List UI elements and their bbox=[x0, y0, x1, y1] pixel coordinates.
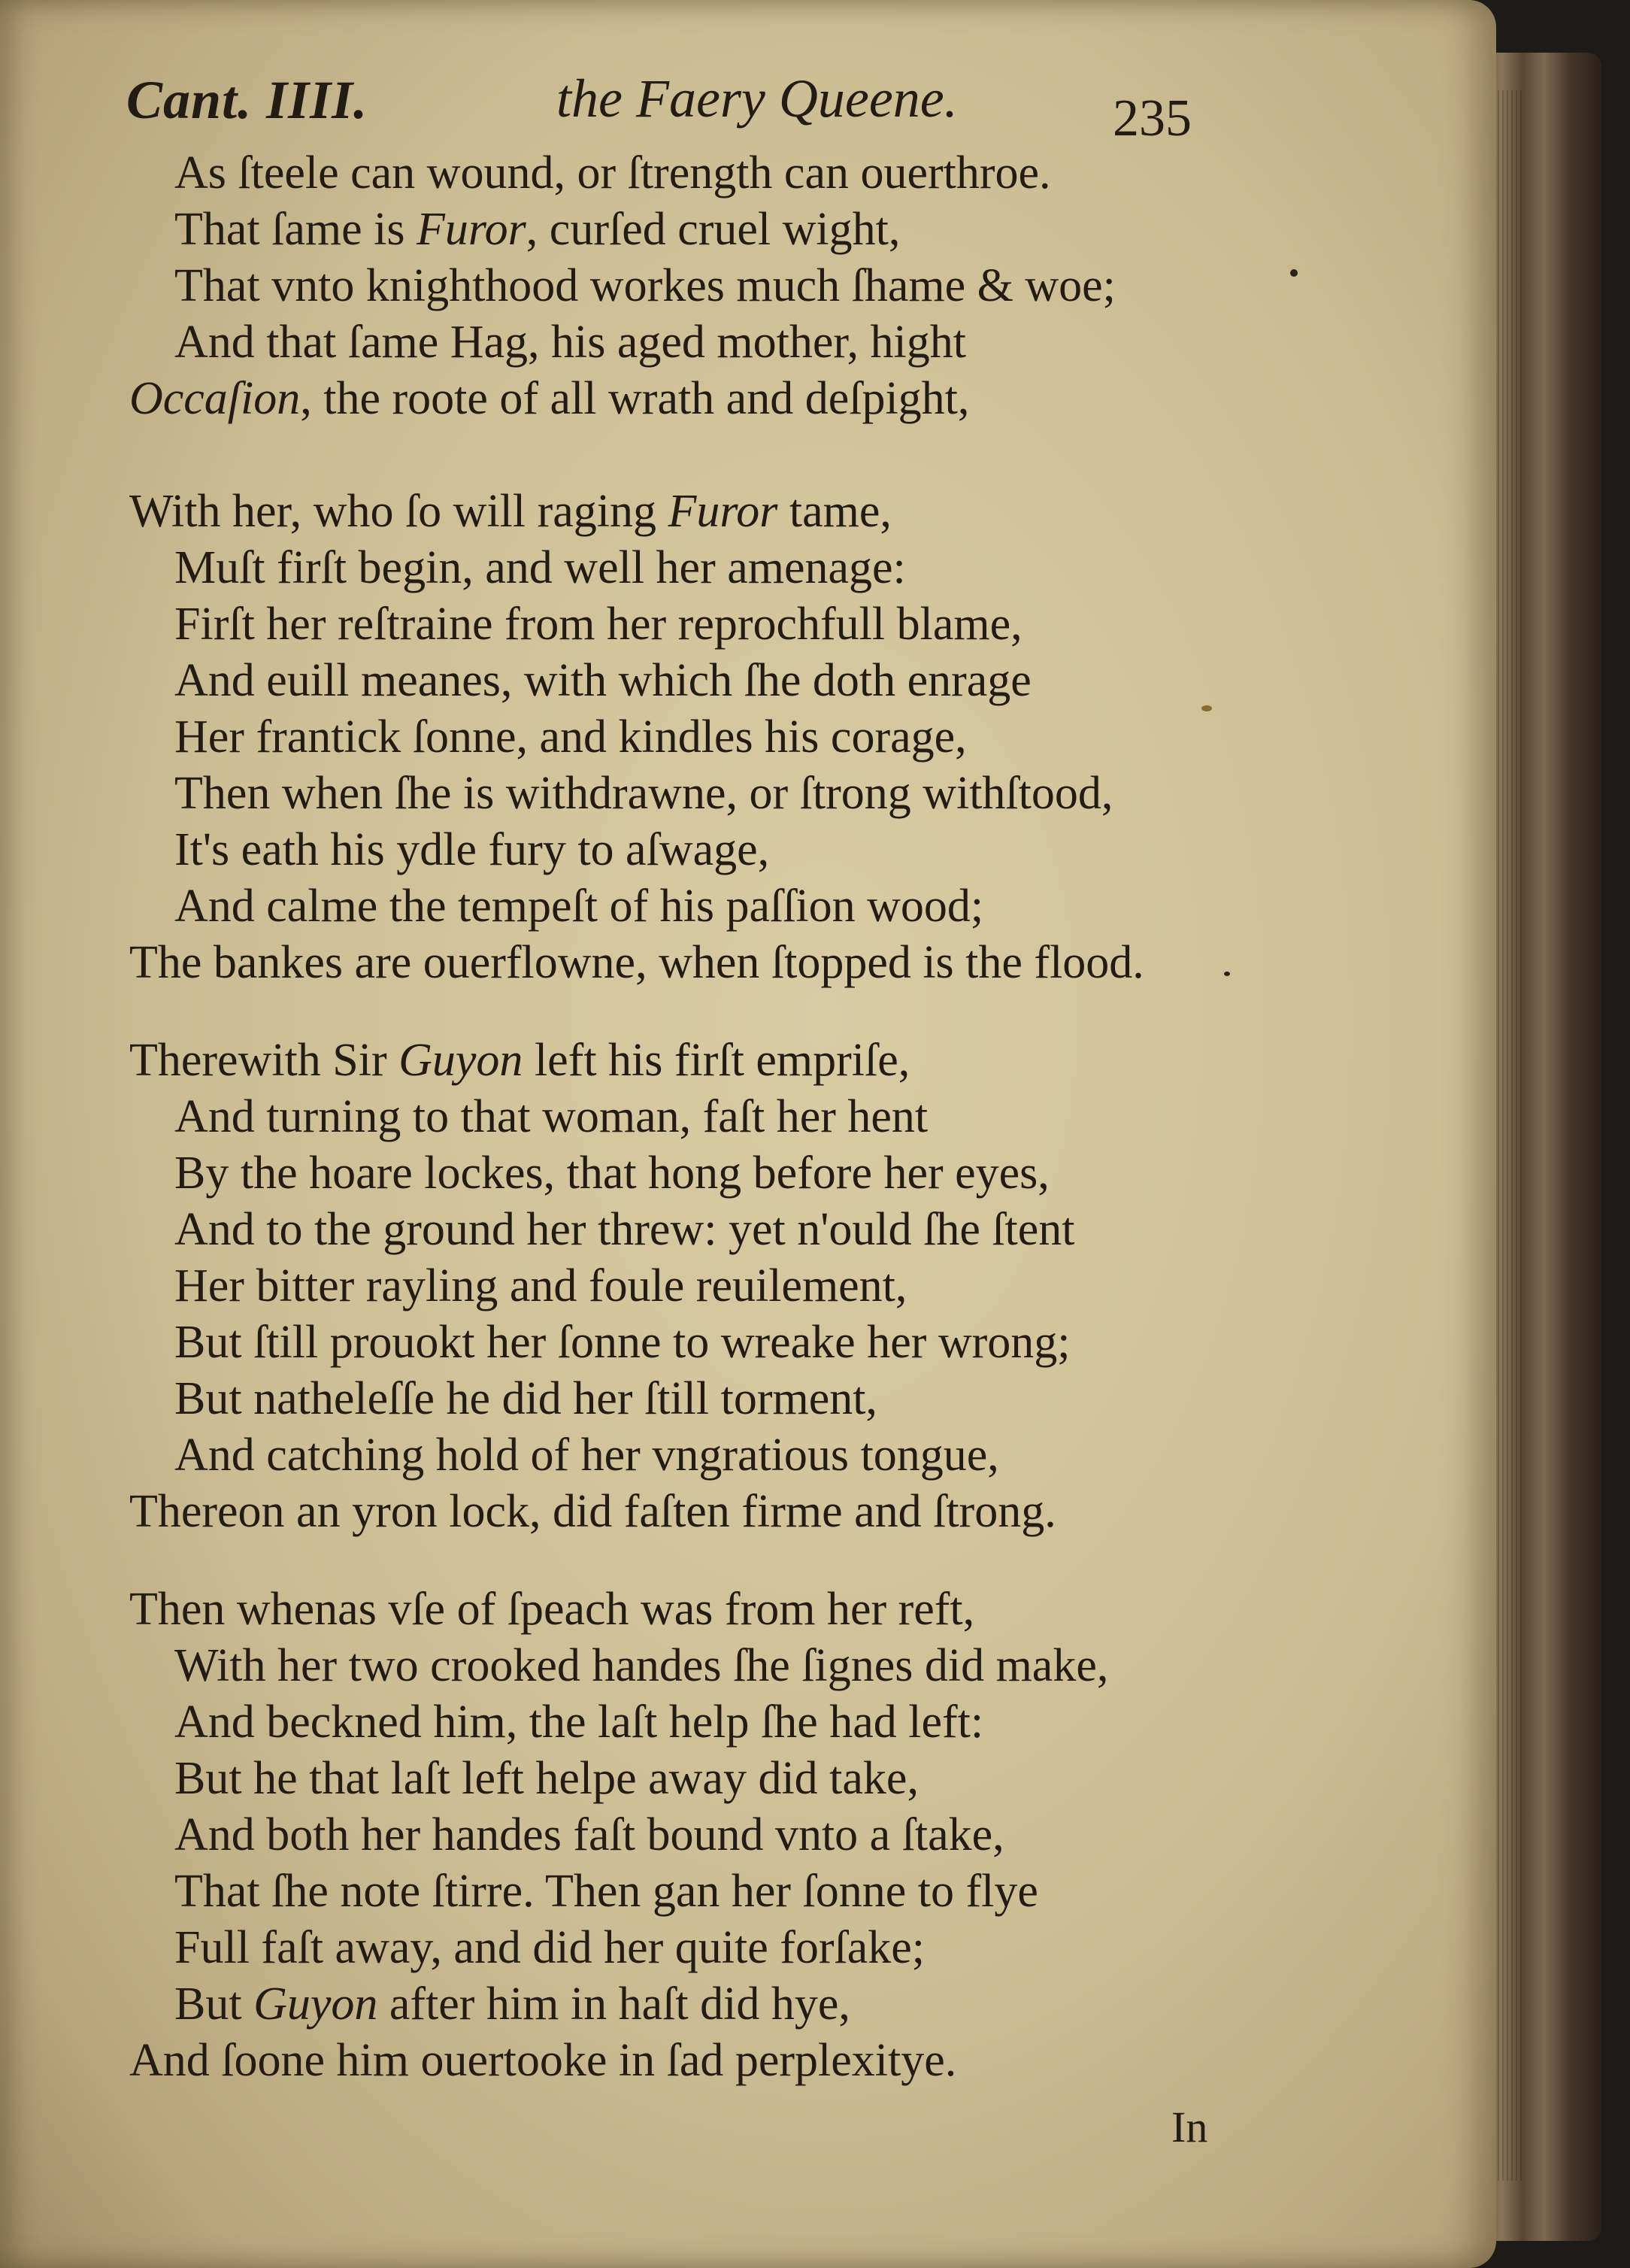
italic-name: Guyon bbox=[253, 1978, 378, 2030]
verse-line bbox=[174, 598, 1023, 650]
verse-text: And beckned him, the laſt help ſhe had left: bbox=[174, 1696, 984, 1748]
verse-text: That ſame is bbox=[174, 204, 417, 255]
verse-text: And turning to that woman, faſt her hent bbox=[174, 1091, 929, 1142]
ink-speck bbox=[1201, 705, 1212, 711]
verse-text: Full faſt away, and did her quite forſake; bbox=[174, 1922, 925, 1973]
verse-line bbox=[174, 767, 1113, 820]
verse-text: Firſt her reſtraine from her reprochfull blame, bbox=[174, 599, 1023, 650]
verse-line bbox=[174, 259, 1116, 312]
verse-line bbox=[174, 1372, 877, 1425]
verse-line bbox=[129, 1034, 910, 1087]
verse-line bbox=[174, 203, 900, 256]
verse-line bbox=[174, 1260, 907, 1312]
italic-name: Occaſion bbox=[129, 373, 301, 424]
page-number: 235 bbox=[1113, 89, 1192, 147]
verse-line bbox=[174, 316, 966, 368]
verse-text: after him in haſt did hye, bbox=[377, 1978, 850, 2030]
verse-line bbox=[174, 1921, 925, 1974]
verse-text: It's eath his ydle fury to aſwage, bbox=[174, 824, 770, 875]
verse-line bbox=[129, 936, 1144, 989]
book-title-heading: the Faery Queene. bbox=[556, 68, 958, 129]
verse-text: tame, bbox=[777, 486, 892, 537]
verse-text: And euill meanes, with which ſhe doth enrage bbox=[174, 655, 1032, 706]
verse-line bbox=[174, 1865, 1038, 1918]
verse-text: Her bitter rayling and foule reuilement, bbox=[174, 1260, 907, 1311]
verse-text: And calme the tempeſt of his paſſion wood; bbox=[174, 881, 984, 932]
verse-line bbox=[174, 823, 769, 876]
verse-text: But bbox=[174, 1978, 254, 2030]
verse-line bbox=[129, 1583, 974, 1636]
verse-text: Her frantick ſonne, and kindles his corage, bbox=[174, 711, 967, 763]
verse-text: Therewith Sir bbox=[129, 1035, 399, 1086]
verse-line bbox=[174, 654, 1032, 707]
running-header bbox=[0, 53, 1496, 158]
verse-line bbox=[129, 1485, 1056, 1538]
verse-text: Then whenas vſe of ſpeach was from her reft, bbox=[129, 1584, 975, 1635]
verse-line bbox=[174, 1978, 850, 2030]
verse-line bbox=[174, 1090, 928, 1143]
verse-text: And to the ground her threw: yet n'ould ſhe ſtent bbox=[174, 1204, 1075, 1255]
verse-text: That vnto knighthood workes much ſhame & woe; bbox=[174, 260, 1116, 311]
verse-text: And that ſame Hag, his aged mother, hight bbox=[174, 317, 967, 368]
verse-text: left his firſt empriſe, bbox=[523, 1035, 910, 1086]
ink-speck bbox=[1224, 972, 1230, 976]
verse-line bbox=[174, 711, 967, 763]
verse-text: The bankes are ouerflowne, when ſtopped is the flood. bbox=[129, 937, 1144, 988]
verse-line bbox=[174, 1809, 1004, 1861]
verse-line bbox=[129, 485, 892, 538]
verse-line bbox=[174, 880, 983, 932]
verse-text: That ſhe note ſtirre. Then gan her ſonne to flye bbox=[174, 1866, 1038, 1917]
ink-speck bbox=[1290, 269, 1298, 277]
canto-heading: Cant. IIII. bbox=[126, 70, 368, 130]
verse-text: But ſtill prouokt her ſonne to wreake her wrong; bbox=[174, 1317, 1071, 1368]
verse-line bbox=[174, 1429, 999, 1481]
verse-text: By the hoare lockes, that hong before her eyes, bbox=[174, 1148, 1050, 1199]
verse-line bbox=[174, 147, 1051, 199]
verse-text: With her two crooked handes ſhe ſignes did make, bbox=[174, 1640, 1109, 1691]
verse-text: , curſed cruel wight, bbox=[526, 204, 901, 255]
verse-line bbox=[174, 1316, 1071, 1369]
verse-text: But he that laſt left helpe away did take, bbox=[174, 1753, 919, 1804]
verse-line bbox=[129, 372, 969, 425]
verse-text: As ſteele can wound, or ſtrength can ouerthroe. bbox=[174, 147, 1051, 199]
verse-text: Thereon an yron lock, did faſten firme and ſtrong. bbox=[129, 1486, 1056, 1537]
verse-line bbox=[174, 1203, 1075, 1256]
catchword: In bbox=[1171, 2103, 1208, 2151]
verse-text: With her, who ſo will raging bbox=[129, 486, 668, 537]
verse-text: And ſoone him ouertooke in ſad perplexitye. bbox=[129, 2035, 957, 2086]
verse-line bbox=[174, 1147, 1050, 1199]
verse-text: Muſt firſt begin, and well her amenage: bbox=[174, 542, 906, 593]
verse-text: But natheleſſe he did her ſtill torment, bbox=[174, 1373, 877, 1424]
verse-line bbox=[129, 2034, 956, 2087]
verse-text: Then when ſhe is withdrawne, or ſtrong withſtood, bbox=[174, 768, 1113, 819]
verse-line bbox=[174, 1639, 1108, 1692]
italic-name: Guyon bbox=[398, 1035, 523, 1086]
verse-text: And catching hold of her vngratious tongue, bbox=[174, 1430, 999, 1481]
verse-line bbox=[174, 541, 906, 594]
verse-line bbox=[174, 1752, 919, 1805]
verse-text: , the roote of all wrath and deſpight, bbox=[300, 373, 970, 424]
italic-name: Furor bbox=[668, 486, 778, 537]
verse-line bbox=[174, 1696, 983, 1748]
italic-name: Furor bbox=[416, 204, 526, 255]
verse-text: And both her handes faſt bound vnto a ſtake, bbox=[174, 1809, 1004, 1860]
